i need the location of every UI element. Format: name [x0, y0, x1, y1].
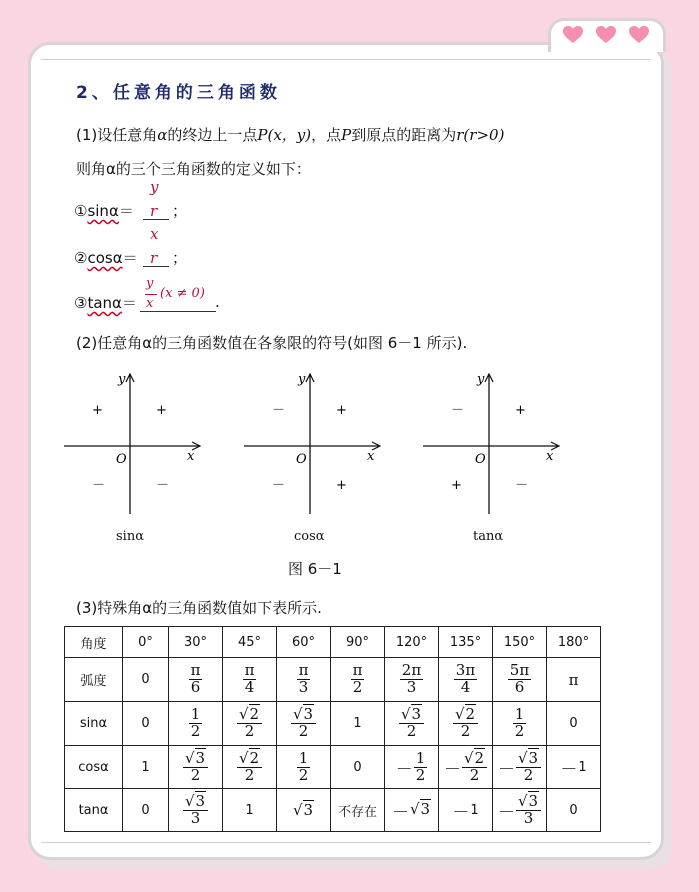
figure-caption: 图 6－1 — [288, 560, 342, 578]
table-cell: $\frac{√3}{3}$ — [169, 789, 223, 832]
tan-quadrant-diagram — [421, 368, 565, 518]
table-cell: 0 — [547, 789, 601, 832]
cos-tail: ； — [172, 249, 188, 267]
sin-caption: sinα — [116, 529, 144, 544]
table-cell: $\frac{5\pi}{6}$ — [493, 658, 547, 702]
special-angles-paragraph: (3)特殊角α的三角函数值如下表所示. — [76, 599, 322, 617]
table-cell: $\frac{√2}{2}$ — [223, 746, 277, 789]
table-cell: $\frac{1}{2}$ — [169, 702, 223, 746]
table-cell: 180° — [547, 627, 601, 658]
tan-caption: tanα — [473, 529, 504, 544]
x-axis-label: x — [546, 449, 554, 464]
table-cell: $\frac{√2}{2}$ — [439, 702, 493, 746]
quadrant-4-sign: + — [336, 478, 347, 493]
table-cell: $\frac{√3}{2}$ — [385, 702, 439, 746]
table-cell: $\frac{√3}{2}$ — [277, 702, 331, 746]
quadrant-1-sign: + — [515, 403, 526, 418]
quadrant-2-sign: － — [272, 403, 286, 418]
cos-definition: ②cosα＝ — [74, 249, 138, 267]
cos-caption: cosα — [294, 529, 325, 544]
origin-label: O — [475, 452, 486, 467]
table-cell: $\frac{\pi}{6}$ — [169, 658, 223, 702]
row-label: tanα — [65, 789, 123, 832]
table-row-sin — [65, 702, 601, 746]
section-title: 2、任意角的三角函数 — [76, 83, 281, 103]
sin-denominator: r — [150, 202, 158, 220]
cos-denominator: r — [150, 249, 158, 267]
table-cell: $\frac{\pi}{4}$ — [223, 658, 277, 702]
cos-quadrant-diagram — [242, 368, 386, 518]
x-axis-label: x — [187, 449, 195, 464]
table-cell: 150° — [493, 627, 547, 658]
table-cell: $\frac{\pi}{2}$ — [331, 658, 385, 702]
quadrant-1-sign: + — [156, 403, 167, 418]
table-cell: 0 — [123, 789, 169, 832]
tan-denominator: x — [146, 296, 154, 311]
table-cell: 30° — [169, 627, 223, 658]
tan-tail: . — [215, 293, 220, 311]
table-cell: $\frac{2\pi}{3}$ — [385, 658, 439, 702]
table-cell: － $\frac{√3}{2}$ — [493, 746, 547, 789]
table-cell: －1 — [439, 789, 493, 832]
special-angles-table — [64, 626, 601, 832]
y-axis-label: y — [118, 372, 126, 387]
y-axis-label: y — [298, 372, 306, 387]
table-cell: 60° — [277, 627, 331, 658]
table-cell: $\frac{3\pi}{4}$ — [439, 658, 493, 702]
table-row-tan — [65, 789, 601, 832]
table-cell: 120° — [385, 627, 439, 658]
sin-quadrant-diagram — [62, 368, 206, 518]
table-row-cos — [65, 746, 601, 789]
quadrant-4-sign: － — [515, 478, 529, 493]
table-cell: √3 — [277, 789, 331, 832]
quadrant-2-sign: － — [451, 403, 465, 418]
table-cell: $\frac{√2}{2}$ — [223, 702, 277, 746]
table-cell: 不存在 — [331, 789, 385, 832]
table-cell: $\frac{\pi}{3}$ — [277, 658, 331, 702]
table-cell: 0 — [547, 702, 601, 746]
x-axis-label: x — [367, 449, 375, 464]
table-cell: π — [547, 658, 601, 702]
row-label: 角度 — [65, 627, 123, 658]
table-cell: 45° — [223, 627, 277, 658]
table-cell: 1 — [331, 702, 385, 746]
table-cell: $\frac{√3}{2}$ — [169, 746, 223, 789]
signs-paragraph: (2)任意角α的三角函数值在各象限的符号(如图 6－1 所示). — [76, 334, 468, 352]
table-cell: － $\frac{√3}{3}$ — [493, 789, 547, 832]
quadrant-2-sign: + — [92, 403, 103, 418]
table-cell: 1 — [223, 789, 277, 832]
row-label: cosα — [65, 746, 123, 789]
row-label: 弧度 — [65, 658, 123, 702]
table-row-degrees — [65, 627, 601, 658]
table-row-radians — [65, 658, 601, 702]
table-cell: 135° — [439, 627, 493, 658]
row-label: sinα — [65, 702, 123, 746]
tan-definition: ③tanα＝ — [74, 294, 137, 312]
quadrant-3-sign: － — [92, 478, 106, 493]
sin-tail: ； — [172, 202, 188, 220]
quadrant-1-sign: + — [336, 403, 347, 418]
origin-label: O — [296, 452, 307, 467]
table-cell: － $\frac{√2}{2}$ — [439, 746, 493, 789]
table-cell: － $\frac{1}{2}$ — [385, 746, 439, 789]
quadrant-3-sign: + — [451, 478, 462, 493]
table-cell: 1 — [123, 746, 169, 789]
table-cell: 0° — [123, 627, 169, 658]
table-cell: $\frac{1}{2}$ — [493, 702, 547, 746]
table-cell: －1 — [547, 746, 601, 789]
tan-numerator: y — [146, 276, 154, 291]
origin-label: O — [116, 452, 127, 467]
table-cell: －√3 — [385, 789, 439, 832]
intro-line-1: (1)设任意角α的终边上一点P(x，y)，点P到原点的距离为r(r>0) — [76, 126, 505, 144]
table-cell: 0 — [123, 702, 169, 746]
quadrant-3-sign: － — [272, 478, 286, 493]
sin-definition: ①sinα＝ — [74, 202, 134, 220]
intro-line-2: 则角α的三个三角函数的定义如下： — [76, 160, 311, 178]
quadrant-4-sign: － — [156, 478, 170, 493]
sin-numerator: y — [150, 178, 159, 196]
tan-condition: (x ≠ 0) — [160, 286, 205, 301]
table-cell: 90° — [331, 627, 385, 658]
table-cell: 0 — [331, 746, 385, 789]
table-cell: $\frac{1}{2}$ — [277, 746, 331, 789]
table-cell: 0 — [123, 658, 169, 702]
y-axis-label: y — [477, 372, 485, 387]
cos-numerator: x — [150, 225, 159, 243]
